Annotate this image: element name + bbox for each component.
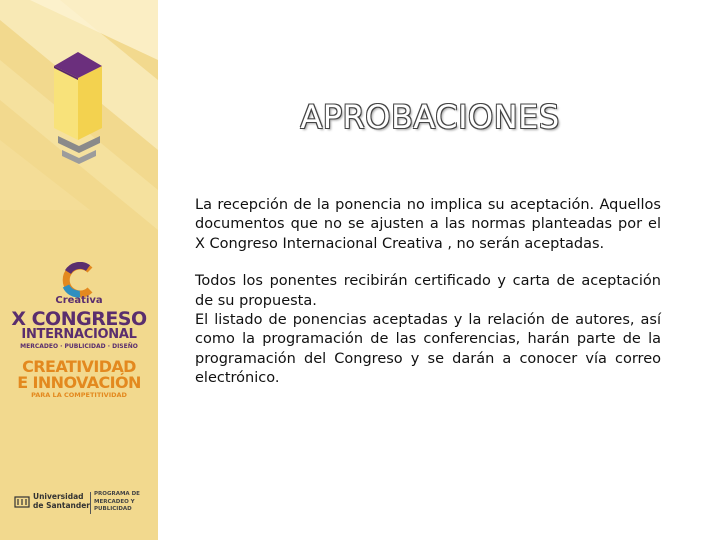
university-name-line2: de Santander (33, 501, 91, 510)
congreso-subtitle: INTERNACIONAL (21, 327, 137, 342)
program-line3: PUBLICIDAD (94, 506, 132, 512)
university-name (33, 492, 90, 510)
content-body (195, 196, 661, 389)
paragraph-program: El listado de ponencias aceptadas y la relación de autores, así como la programación de las conferencias, harán parte de la programación del Congreso y se darán a conocer vía correo electrónico. (195, 312, 661, 387)
program-name (94, 491, 140, 514)
paragraph-certificates: Todos los ponentes recibirán certificado y carta de aceptación de su propuesta. (195, 273, 661, 309)
university-emblem-icon (14, 494, 30, 510)
university-logo (14, 490, 146, 516)
creatividad-tagline: PARA LA COMPETITIVIDAD (31, 391, 127, 399)
creatividad-title: CREATIVIDAD (22, 357, 136, 376)
paragraph-reception: La recepción de la ponencia no implica su aceptación. Aquellos documentos que no se ajusten a las normas planteadas por el X Congreso Internacional Creativa , no serán aceptadas. (195, 197, 661, 252)
congreso-tagline: MERCADEO · PUBLICIDAD · DISEÑO (20, 343, 138, 350)
program-line2: MERCADEO Y (94, 498, 135, 505)
congreso-title: X CONGRESO (11, 308, 147, 330)
program-line1: PROGRAMA DE (94, 491, 140, 497)
c-logo-icon (60, 262, 96, 298)
divider (90, 492, 91, 514)
chevron-down-icon (58, 136, 100, 170)
page-title: APROBACIONES (300, 98, 560, 136)
university-name-line1: Universidad (33, 492, 84, 501)
brand-name: Creativa (55, 295, 103, 306)
innovacion-title: E INNOVACIÓN (17, 373, 141, 392)
sidebar (0, 0, 158, 540)
